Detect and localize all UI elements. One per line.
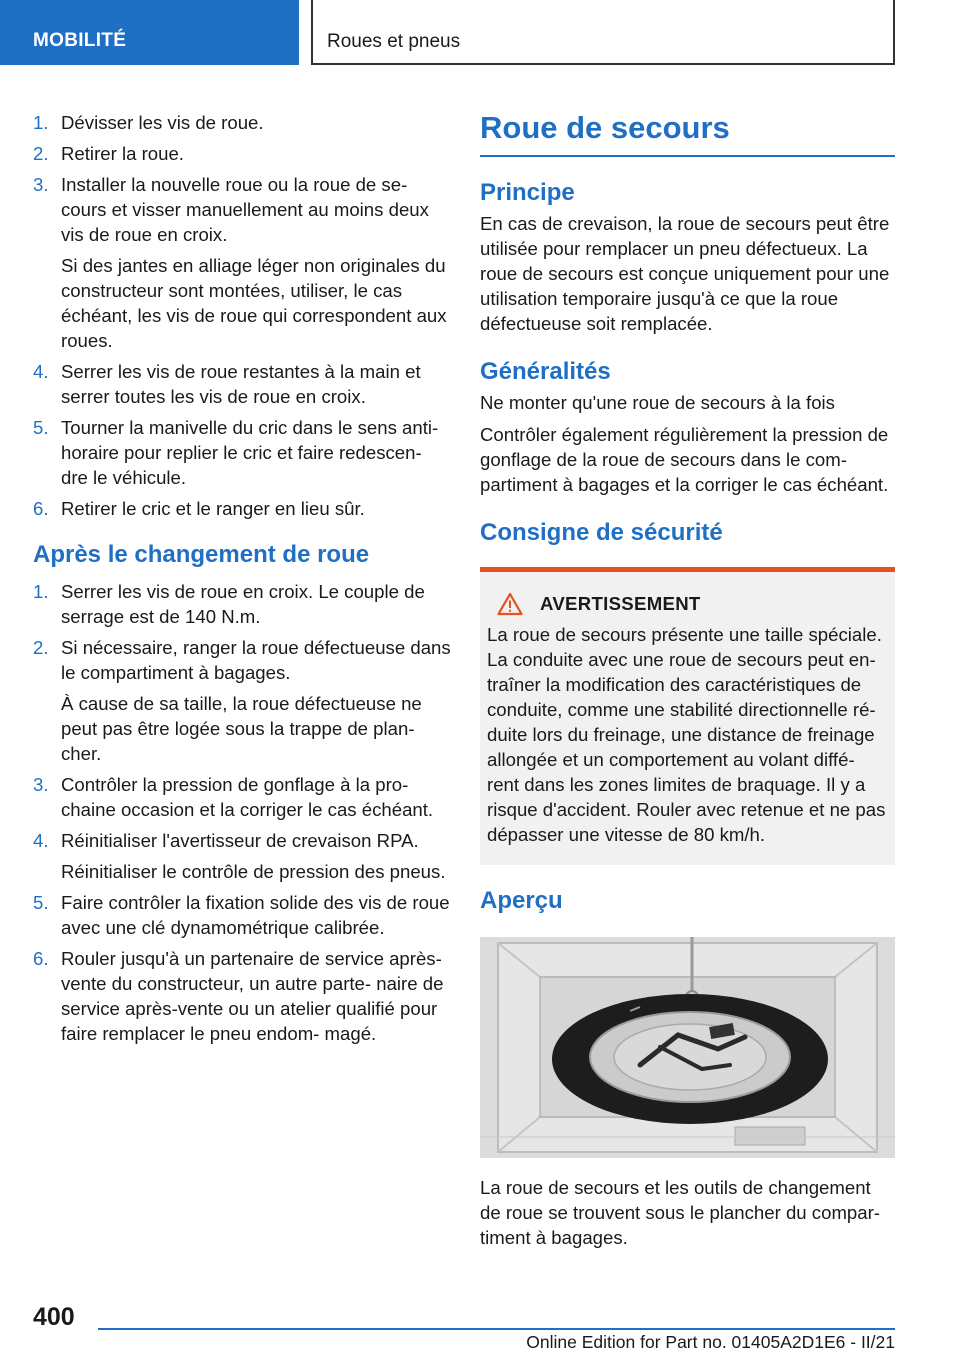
after-change-steps <box>33 579 453 1046</box>
warning-box <box>480 567 895 865</box>
header-section-tab <box>0 0 299 65</box>
list-item <box>33 110 453 135</box>
step-text: Rouler jusqu'à un partenaire de service après-vente du constructeur, un autre parte‐ naire de service après-vente ou un atelier qualifié pour faire remplacer le pneu endom‐ magé. <box>61 948 444 1044</box>
step-number: 5. <box>33 892 49 913</box>
section-heading-securite: Consigne de sécurité <box>480 519 723 546</box>
warning-triangle-icon <box>497 592 523 616</box>
spare-wheel-photo <box>480 937 895 1158</box>
step-note: À cause de sa taille, la roue défectueuse ne peut pas être logée sous la trappe de plan‐ cher. <box>61 693 422 764</box>
warning-title: AVERTISSEMENT <box>540 593 701 614</box>
section-heading-principe: Principe <box>480 179 575 206</box>
page-number: 400 <box>33 1303 75 1331</box>
right-column <box>480 110 895 1250</box>
section-heading-apercu: Aperçu <box>480 887 563 914</box>
footer-edition: Online Edition for Part no. 01405A2D1E6 - II/21 <box>526 1332 895 1352</box>
header-chapter-label: Roues et pneus <box>327 31 461 52</box>
step-text: Tourner la manivelle du cric dans le sens anti‐ horaire pour replier le cric et faire redescen‐ dre le véhicule. <box>61 417 439 488</box>
list-item <box>33 579 453 629</box>
step-number: 4. <box>33 361 49 382</box>
warning-text: La roue de secours présente une taille spéciale. La conduite avec une roue de secours peut en‐ traîner la modification des caractéristiques de conduite, comme une stabilité directionnelle ré‐ duite lors du freinage, une distance de freinage allongée et un comportement au volant diffé‐ rent dans les zones limites de braquage. Il y a risque d'accident. Rouler avec retenue et ne pas dépasser une vitesse de 80 km/h. <box>487 624 886 845</box>
step-text: Retirer le cric et le ranger en lieu sûr. <box>61 498 365 519</box>
list-item <box>33 415 453 490</box>
list-item <box>33 635 453 766</box>
step-number: 2. <box>33 143 49 164</box>
step-text: Serrer les vis de roue restantes à la main et serrer toutes les vis de roue en croix. <box>61 361 421 407</box>
list-item <box>33 828 453 884</box>
warning-header <box>497 592 888 616</box>
step-number: 1. <box>33 581 49 602</box>
step-text: Contrôler la pression de gonflage à la pro‐ chaine occasion et la corriger le cas échéant. <box>61 774 434 820</box>
section-heading-generalites: Généralités <box>480 358 611 385</box>
step-text: Faire contrôler la fixation solide des vis de roue avec une clé dynamométrique calibrée. <box>61 892 450 938</box>
step-number: 1. <box>33 112 49 133</box>
step-text: Si nécessaire, ranger la roue défectueuse dans le compartiment à bagages. <box>61 637 451 683</box>
step-text: Retirer la roue. <box>61 143 184 164</box>
step-text: Réinitialiser l'avertisseur de crevaison RPA. <box>61 830 419 851</box>
header-chapter-tab <box>311 0 895 65</box>
wheel-change-steps <box>33 110 453 521</box>
step-note: Réinitialiser le contrôle de pression des pneus. <box>61 861 446 882</box>
step-note: Si des jantes en alliage léger non originales du constructeur sont montées, utiliser, le cas échéant, les vis de roue qui correspondent aux roues. <box>61 255 447 351</box>
generalites-text-1: Ne monter qu'une roue de secours à la fois <box>480 392 835 413</box>
step-number: 6. <box>33 948 49 969</box>
list-item <box>33 772 453 822</box>
footer-divider <box>98 1328 895 1330</box>
step-number: 3. <box>33 774 49 795</box>
step-number: 5. <box>33 417 49 438</box>
step-number: 4. <box>33 830 49 851</box>
page-title: Roue de secours <box>480 110 895 157</box>
section-heading-after-change: Après le changement de roue <box>33 541 370 568</box>
step-number: 3. <box>33 174 49 195</box>
list-item <box>33 172 453 353</box>
list-item <box>33 890 453 940</box>
list-item <box>33 946 453 1046</box>
list-item <box>33 359 453 409</box>
list-item <box>33 141 453 166</box>
photo-caption: La roue de secours et les outils de changement de roue se trouvent sous le plancher du compar‐ timent à bagages. <box>480 1177 880 1248</box>
step-number: 6. <box>33 498 49 519</box>
left-column <box>33 110 453 1052</box>
step-text: Dévisser les vis de roue. <box>61 112 264 133</box>
principe-text: En cas de crevaison, la roue de secours peut être utilisée pour remplacer un pneu défectueux. La roue de secours est conçue uniquement pour une utilisation temporaire jusqu'à ce que la roue défectueuse soit remplacée. <box>480 213 890 334</box>
list-item <box>33 496 453 521</box>
step-text: Installer la nouvelle roue ou la roue de se‐ cours et visser manuellement au moins deux vis de roue en croix. <box>61 174 429 245</box>
step-text: Serrer les vis de roue en croix. Le couple de serrage est de 140 N.m. <box>61 581 425 627</box>
step-number: 2. <box>33 637 49 658</box>
header-section-label: MOBILITÉ <box>33 30 127 51</box>
generalites-text-2: Contrôler également régulièrement la pression de gonflage de la roue de secours dans le com‐ partiment à bagages et la corriger le cas échéant. <box>480 424 889 495</box>
